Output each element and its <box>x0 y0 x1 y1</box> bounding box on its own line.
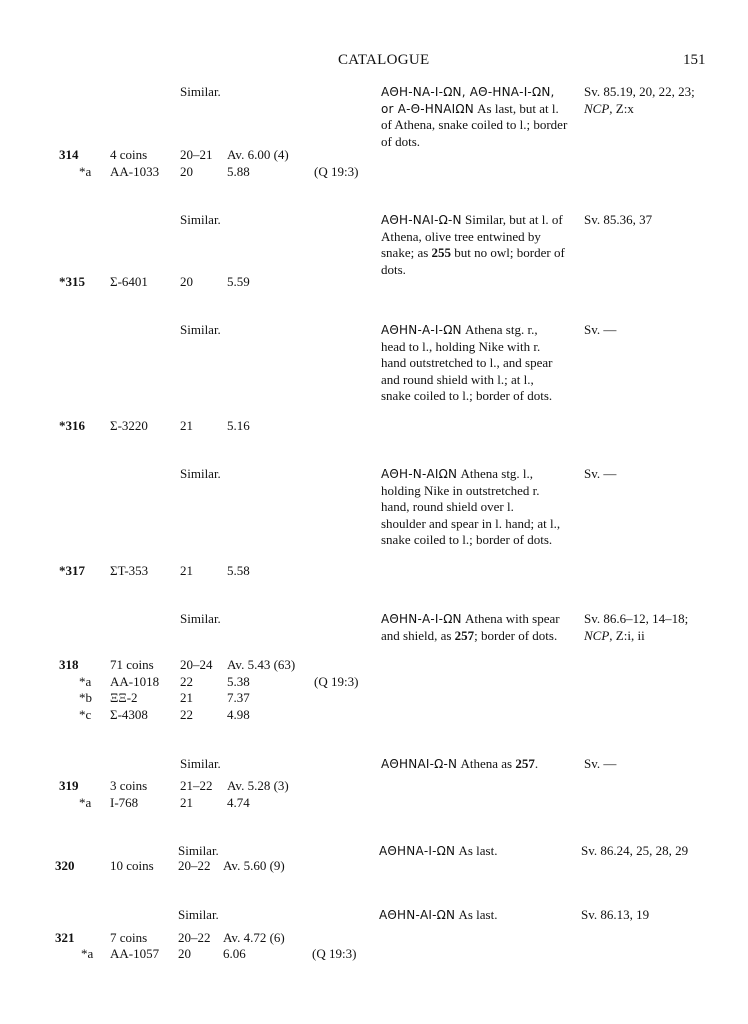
diameter: 20 <box>180 274 193 289</box>
catalogue-number: 320 <box>55 858 75 873</box>
catalogue-number: *315 <box>59 274 85 289</box>
diameter: 21 <box>180 690 193 705</box>
entry-314-description: ΑΘΗ-ΝΑ-Ι-ΩΝ, ΑΘ-ΗΝΑ-Ι-ΩΝ, or Α-Θ-ΗΝΑΙΩΝ As last, but at l. of Athena, snake coiled to l.; border of dots. <box>381 85 568 149</box>
weight: 7.37 <box>227 690 250 705</box>
catalogue-number: *316 <box>59 418 85 433</box>
weight: 5.38 <box>227 674 250 689</box>
coin-count: 4 coins <box>110 147 148 162</box>
catalogue-number: 318 <box>59 657 79 672</box>
diameter: 21 <box>180 418 193 433</box>
coin-legend: ΑΘΗΝΑ-Ι-ΩΝ <box>379 844 456 858</box>
coin-count: 71 coins <box>110 657 154 672</box>
similar-label: Similar. <box>178 907 219 922</box>
similar-label: Similar. <box>180 212 221 227</box>
entry-321-description: ΑΘΗΝ-ΑΙ-ΩΝ As last. <box>379 907 498 922</box>
diameter: 20–22 <box>178 930 211 945</box>
coin-legend: ΑΘΗΝΑΙ-Ω-Ν <box>381 757 458 771</box>
weight: 4.74 <box>227 795 250 810</box>
coin-legend: ΑΘΗΝ-Α-Ι-ΩΝ <box>381 323 462 337</box>
coin-legend: ΑΘΗ-ΝΑΙ-Ω-Ν <box>381 213 462 227</box>
inventory-number: AA-1057 <box>110 946 160 961</box>
inventory-number: Σ-6401 <box>110 274 148 289</box>
entry-316-reference: Sv. — <box>584 322 617 337</box>
specimen-mark: *c <box>79 707 92 722</box>
inventory-number: ΣΤ-353 <box>110 563 149 578</box>
weight: Av. 6.00 (4) <box>227 147 289 162</box>
entry-319-reference: Sv. — <box>584 756 617 771</box>
inventory-number: ΞΞ-2 <box>110 690 138 705</box>
weight: Av. 5.28 (3) <box>227 778 289 793</box>
entry-315-description: ΑΘΗ-ΝΑΙ-Ω-Ν Similar, but at l. of Athena, olive tree entwined by snake; as 255 but no owl; border of dots. <box>381 212 565 277</box>
running-header-title: CATALOGUE <box>338 52 430 68</box>
specimen-mark: *a <box>81 946 94 961</box>
weight: Av. 5.43 (63) <box>227 657 296 672</box>
inventory-number: Σ-4308 <box>110 707 148 722</box>
entry-315-reference: Sv. 85.36, 37 <box>584 212 653 227</box>
entry-316-description: ΑΘΗΝ-Α-Ι-ΩΝ Athena stg. r., head to l., holding Nike with r. hand outstretched to l., and spear and round shield with l.; at l., snake coiled to l.; border of dots. <box>381 322 553 403</box>
catalogue-number: 319 <box>59 778 79 793</box>
weight: 5.16 <box>227 418 250 433</box>
entry-321-reference: Sv. 86.13, 19 <box>581 907 650 922</box>
diameter: 22 <box>180 674 193 689</box>
inventory-number: Σ-3220 <box>110 418 148 433</box>
entry-320-description: ΑΘΗΝΑ-Ι-ΩΝ As last. <box>379 843 498 858</box>
diameter: 21–22 <box>180 778 213 793</box>
similar-label: Similar. <box>180 756 221 771</box>
entry-317-reference: Sv. — <box>584 466 617 481</box>
inventory-number: I-768 <box>110 795 139 810</box>
similar-label: Similar. <box>180 611 221 626</box>
similar-label: Similar. <box>180 84 221 99</box>
weight: 5.88 <box>227 164 250 179</box>
plate-reference: (Q 19:3) <box>312 946 357 961</box>
diameter: 20 <box>180 164 193 179</box>
entry-320-reference: Sv. 86.24, 25, 28, 29 <box>581 843 689 858</box>
specimen-mark: *a <box>79 164 92 179</box>
diameter: 20–24 <box>180 657 213 672</box>
diameter: 20–21 <box>180 147 213 162</box>
coin-count: 10 coins <box>110 858 154 873</box>
catalogue-number: 314 <box>59 147 79 162</box>
weight: 6.06 <box>223 946 246 961</box>
diameter: 22 <box>180 707 193 722</box>
coin-legend: ΑΘΗΝ-ΑΙ-ΩΝ <box>379 908 456 922</box>
entry-317-description: ΑΘΗ-Ν-ΑΙΩΝ Athena stg. l., holding Nike in outstretched r. hand, round shield over l. shoulder and spear in l. hand; at l., snake coiled to l.; border of dots. <box>381 466 561 547</box>
catalogue-number: 321 <box>55 930 75 945</box>
diameter: 20 <box>178 946 191 961</box>
similar-label: Similar. <box>178 843 219 858</box>
similar-label: Similar. <box>180 466 221 481</box>
weight: 4.98 <box>227 707 250 722</box>
weight: 5.58 <box>227 563 250 578</box>
coin-legend: ΑΘΗ-ΝΑ-Ι-ΩΝ, ΑΘ-ΗΝΑ-Ι-ΩΝ, or Α-Θ-ΗΝΑΙΩΝ <box>381 85 555 116</box>
specimen-mark: *b <box>79 690 92 705</box>
diameter: 21 <box>180 563 193 578</box>
entry-314-reference: Sv. 85.19, 20, 22, 23; NCP, Z:x <box>584 84 695 116</box>
page-number: 151 <box>683 52 706 68</box>
coin-count: 3 coins <box>110 778 148 793</box>
weight: Av. 4.72 (6) <box>223 930 285 945</box>
weight: 5.59 <box>227 274 250 289</box>
inventory-number: AA-1033 <box>110 164 160 179</box>
diameter: 21 <box>180 795 193 810</box>
entry-318-description: ΑΘΗΝ-Α-Ι-ΩΝ Athena with spear and shield, as 257; border of dots. <box>381 611 560 643</box>
entry-318-reference: Sv. 86.6–12, 14–18; NCP, Z:i, ii <box>584 611 689 643</box>
coin-count: 7 coins <box>110 930 148 945</box>
plate-reference: (Q 19:3) <box>314 164 359 179</box>
entry-319-description: ΑΘΗΝΑΙ-Ω-Ν Athena as 257. <box>381 756 539 771</box>
specimen-mark: *a <box>79 674 92 689</box>
inventory-number: AA-1018 <box>110 674 160 689</box>
weight: Av. 5.60 (9) <box>223 858 285 873</box>
catalogue-number: *317 <box>59 563 85 578</box>
plate-reference: (Q 19:3) <box>314 674 359 689</box>
diameter: 20–22 <box>178 858 211 873</box>
similar-label: Similar. <box>180 322 221 337</box>
coin-legend: ΑΘΗ-Ν-ΑΙΩΝ <box>381 467 458 481</box>
specimen-mark: *a <box>79 795 92 810</box>
coin-legend: ΑΘΗΝ-Α-Ι-ΩΝ <box>381 612 462 626</box>
